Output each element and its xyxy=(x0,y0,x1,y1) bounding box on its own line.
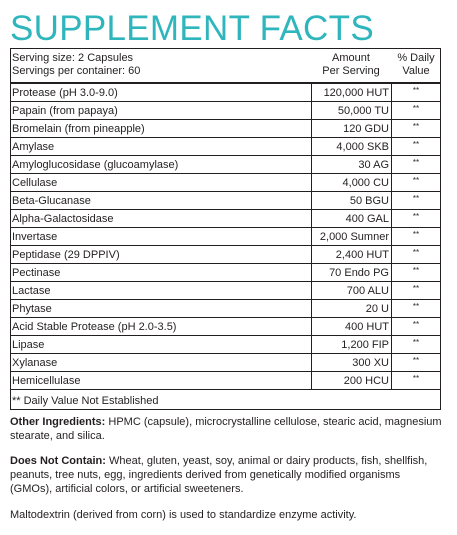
ingredient-name: Acid Stable Protease (pH 2.0-3.5) xyxy=(12,321,177,333)
ingredient-name: Lactase xyxy=(12,285,51,297)
other-ingredients xyxy=(10,415,442,443)
ingredient-name: Bromelain (from pineapple) xyxy=(12,123,145,135)
amount-column-header xyxy=(311,52,391,78)
ingredient-amount: 120 GDU xyxy=(343,123,389,135)
does-not-contain-text: Wheat, gluten, yeast, soy, animal or dairy products, fish, shellfish, peanuts, tree nuts, egg, ingredients derived from genetically modified organisms (GMOs), artificial colors, or artificial sweeteners. xyxy=(10,455,428,495)
ingredient-name: Pectinase xyxy=(12,267,61,279)
table-row xyxy=(11,120,440,138)
does-not-contain xyxy=(10,454,442,496)
table-row xyxy=(11,84,440,102)
ingredient-name: Amyloglucosidase (glucoamylase) xyxy=(12,159,179,171)
ingredient-name: Amylase xyxy=(12,141,55,153)
supplement-facts-panel xyxy=(10,48,441,410)
ingredient-name: Phytase xyxy=(12,303,52,315)
ingredient-daily-value: ** xyxy=(412,140,420,149)
ingredient-name: Lipase xyxy=(12,339,45,351)
table-row xyxy=(11,336,440,354)
ingredient-amount: 200 HCU xyxy=(343,375,389,387)
other-ingredients-label: Other Ingredients: xyxy=(10,416,106,428)
amount-header-line1: Amount xyxy=(332,52,370,64)
servings-per-container: Servings per container: 60 xyxy=(12,65,141,77)
other-ingredients-text: HPMC (capsule), microcrystalline cellulose, stearic acid, magnesium stearate, and silica. xyxy=(10,416,442,442)
table-row xyxy=(11,156,440,174)
ingredient-daily-value: ** xyxy=(412,194,420,203)
ingredient-amount: 20 U xyxy=(365,303,389,315)
ingredient-amount: 400 GAL xyxy=(345,213,389,225)
ingredient-name: Beta-Glucanase xyxy=(12,195,91,207)
daily-value-column-header xyxy=(391,52,441,78)
ingredient-daily-value: ** xyxy=(412,230,420,239)
ingredient-amount: 700 ALU xyxy=(346,285,389,297)
ingredient-daily-value: ** xyxy=(412,248,420,257)
ingredient-daily-value: ** xyxy=(412,212,420,221)
serving-size: Serving size: 2 Capsules xyxy=(12,52,134,64)
ingredient-name: Cellulase xyxy=(12,177,58,189)
ingredient-amount: 70 Endo PG xyxy=(329,267,389,279)
ingredient-daily-value: ** xyxy=(412,158,420,167)
ingredient-amount: 4,000 CU xyxy=(342,177,389,189)
ingredient-amount: 400 HUT xyxy=(344,321,389,333)
ingredient-amount: 120,000 HUT xyxy=(323,87,389,99)
page-title: SUPPLEMENT FACTS xyxy=(10,9,374,48)
table-row xyxy=(11,318,440,336)
column-divider-amount xyxy=(311,84,312,390)
ingredient-daily-value: ** xyxy=(412,284,420,293)
ingredient-daily-value: ** xyxy=(412,320,420,329)
ingredient-amount: 4,000 SKB xyxy=(336,141,389,153)
ingredient-name: Hemicellulase xyxy=(12,375,81,387)
table-row xyxy=(11,300,440,318)
maltodextrin-note: Maltodextrin (derived from corn) is used to standardize enzyme activity. xyxy=(10,509,357,521)
ingredient-amount: 300 XU xyxy=(352,357,389,369)
ingredient-daily-value: ** xyxy=(412,86,420,95)
ingredient-name: Papain (from papaya) xyxy=(12,105,118,117)
ingredient-daily-value: ** xyxy=(412,176,420,185)
column-divider-dv xyxy=(391,84,392,390)
ingredient-name: Alpha-Galactosidase xyxy=(12,213,114,225)
ingredient-amount: 50,000 TU xyxy=(337,105,389,117)
ingredient-amount: 1,200 FIP xyxy=(341,339,389,351)
table-row xyxy=(11,138,440,156)
footnote: ** Daily Value Not Established xyxy=(12,395,159,407)
table-row xyxy=(11,192,440,210)
table-row xyxy=(11,174,440,192)
ingredient-daily-value: ** xyxy=(412,374,420,383)
ingredient-name: Xylanase xyxy=(12,357,58,369)
ingredient-amount: 30 AG xyxy=(358,159,389,171)
serving-info xyxy=(12,52,140,78)
table-row xyxy=(11,102,440,120)
ingredient-daily-value: ** xyxy=(412,302,420,311)
table-row xyxy=(11,282,440,300)
does-not-contain-label: Does Not Contain: xyxy=(10,455,106,467)
panel-header xyxy=(11,49,440,84)
table-row xyxy=(11,372,440,390)
dv-header-line2: Value xyxy=(402,65,430,77)
table-row xyxy=(11,210,440,228)
ingredient-daily-value: ** xyxy=(412,122,420,131)
ingredient-daily-value: ** xyxy=(412,266,420,275)
table-row xyxy=(11,228,440,246)
ingredient-name: Invertase xyxy=(12,231,58,243)
dv-header-line1: % Daily xyxy=(397,52,435,64)
table-row xyxy=(11,264,440,282)
ingredient-name: Protease (pH 3.0-9.0) xyxy=(12,87,118,99)
ingredient-daily-value: ** xyxy=(412,356,420,365)
ingredient-daily-value: ** xyxy=(412,104,420,113)
ingredient-amount: 50 BGU xyxy=(349,195,389,207)
table-row xyxy=(11,246,440,264)
table-row xyxy=(11,354,440,372)
ingredient-daily-value: ** xyxy=(412,338,420,347)
ingredient-amount: 2,000 Sumner xyxy=(319,231,389,243)
ingredient-amount: 2,400 HUT xyxy=(335,249,389,261)
ingredient-name: Peptidase (29 DPPIV) xyxy=(12,249,120,261)
amount-header-line2: Per Serving xyxy=(322,65,380,77)
